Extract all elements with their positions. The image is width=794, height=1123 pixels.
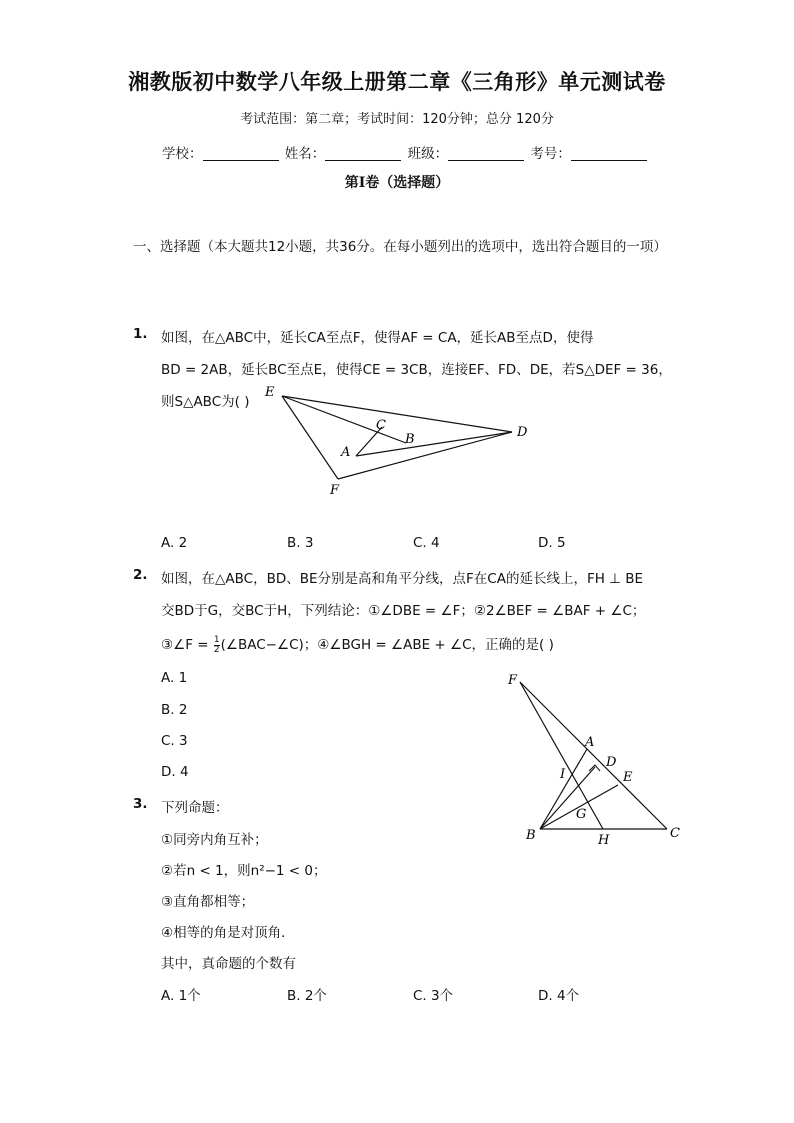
question-3-line-3: ②若n < 1，则n²−1 < 0； bbox=[161, 863, 327, 879]
class-label: 班级： bbox=[407, 146, 449, 162]
fig2-label-c: C bbox=[670, 826, 680, 841]
question-2-number: 2. bbox=[133, 567, 148, 583]
fig1-label-b: B bbox=[405, 432, 415, 447]
fig2-label-h: H bbox=[598, 833, 610, 848]
question-3-line-5: ④相等的角是对顶角． bbox=[161, 925, 295, 941]
school-blank[interactable] bbox=[203, 146, 279, 161]
question-3-line-6: 其中，真命题的个数有 bbox=[161, 956, 296, 972]
fig2-label-g: G bbox=[576, 807, 587, 822]
question-2-option-a[interactable]: A. 1 bbox=[161, 670, 188, 686]
student-info-fields bbox=[162, 142, 649, 162]
fig1-label-a: A bbox=[341, 445, 351, 460]
question-1-figure bbox=[255, 380, 535, 498]
fig2-label-e: E bbox=[623, 770, 633, 785]
question-1-number: 1. bbox=[133, 326, 148, 342]
question-2-option-b[interactable]: B. 2 bbox=[161, 702, 188, 718]
question-3-option-b[interactable]: B. 2个 bbox=[287, 988, 327, 1004]
question-2-line-3 bbox=[161, 633, 554, 655]
question-3-line-2: ①同旁内角互补； bbox=[161, 832, 268, 848]
fig2-label-d: D bbox=[606, 755, 617, 770]
question-3-line-4: ③直角都相等； bbox=[161, 894, 255, 910]
name-label: 姓名： bbox=[284, 146, 326, 162]
fig2-label-i: I bbox=[560, 767, 566, 782]
fig2-label-f: F bbox=[508, 673, 518, 688]
section-heading: 一、选择题（本大题共12小题，共36分。在每小题列出的选项中，选出符合题目的一项） bbox=[133, 239, 667, 255]
exam-info: 考试范围：第二章；考试时间：120分钟；总分 120分 bbox=[240, 112, 554, 127]
question-2-line-3-end: (∠BAC−∠C)；④∠BGH = ∠ABE + ∠C，正确的是( ) bbox=[220, 637, 554, 653]
fraction-numerator: 1 bbox=[213, 634, 220, 645]
question-3-option-a[interactable]: A. 1个 bbox=[161, 988, 201, 1004]
question-2-line-2: 交BD于G，交BC于H，下列结论：①∠DBE = ∠F；②2∠BEF = ∠BAF + ∠C； bbox=[161, 603, 646, 619]
question-1-line-3: 则S△ABC为( ) bbox=[161, 394, 250, 410]
question-1-option-d[interactable]: D. 5 bbox=[538, 535, 566, 551]
class-blank[interactable] bbox=[448, 146, 524, 161]
fig1-label-d: D bbox=[517, 425, 528, 440]
question-1-line-2: BD = 2AB，延长BC至点E，使得CE = 3CB，连接EF、FD、DE，若S△DEF = 36， bbox=[161, 362, 672, 378]
question-2-line-1: 如图，在△ABC，BD、BE分别是高和角平分线，点F在CA的延长线上，FH ⊥ BE bbox=[161, 571, 643, 587]
id-label: 考号： bbox=[530, 146, 571, 162]
question-1-option-b[interactable]: B. 3 bbox=[287, 535, 314, 551]
question-1-line-1: 如图，在△ABC中，延长CA至点F，使得AF = CA，延长AB至点D，使得 bbox=[161, 330, 594, 346]
fig1-label-e: E bbox=[265, 385, 275, 400]
fig2-label-b: B bbox=[526, 828, 536, 843]
question-3-option-c[interactable]: C. 3个 bbox=[413, 988, 454, 1004]
question-3-number: 3. bbox=[133, 796, 148, 812]
fraction-one-half bbox=[214, 636, 220, 655]
question-2-line-3-start: ③∠F = bbox=[161, 637, 213, 653]
name-blank[interactable] bbox=[325, 146, 401, 161]
question-2-option-d[interactable]: D. 4 bbox=[161, 764, 189, 780]
fraction-denominator: 2 bbox=[213, 644, 220, 655]
volume-heading: 第I卷（选择题） bbox=[344, 175, 450, 191]
fig1-label-c: C bbox=[376, 418, 386, 433]
id-blank[interactable] bbox=[571, 146, 647, 161]
question-3-option-d[interactable]: D. 4个 bbox=[538, 988, 580, 1004]
fig1-label-f: F bbox=[330, 483, 340, 498]
school-label: 学校： bbox=[162, 146, 203, 162]
question-1-option-a[interactable]: A. 2 bbox=[161, 535, 188, 551]
question-1-option-c[interactable]: C. 4 bbox=[413, 535, 440, 551]
question-3-line-1: 下列命题： bbox=[161, 800, 229, 816]
exam-title: 湘教版初中数学八年级上册第二章《三角形》单元测试卷 bbox=[128, 69, 666, 94]
question-2-option-c[interactable]: C. 3 bbox=[161, 733, 188, 749]
fig2-label-a: A bbox=[585, 735, 595, 750]
question-2-figure bbox=[500, 668, 700, 853]
